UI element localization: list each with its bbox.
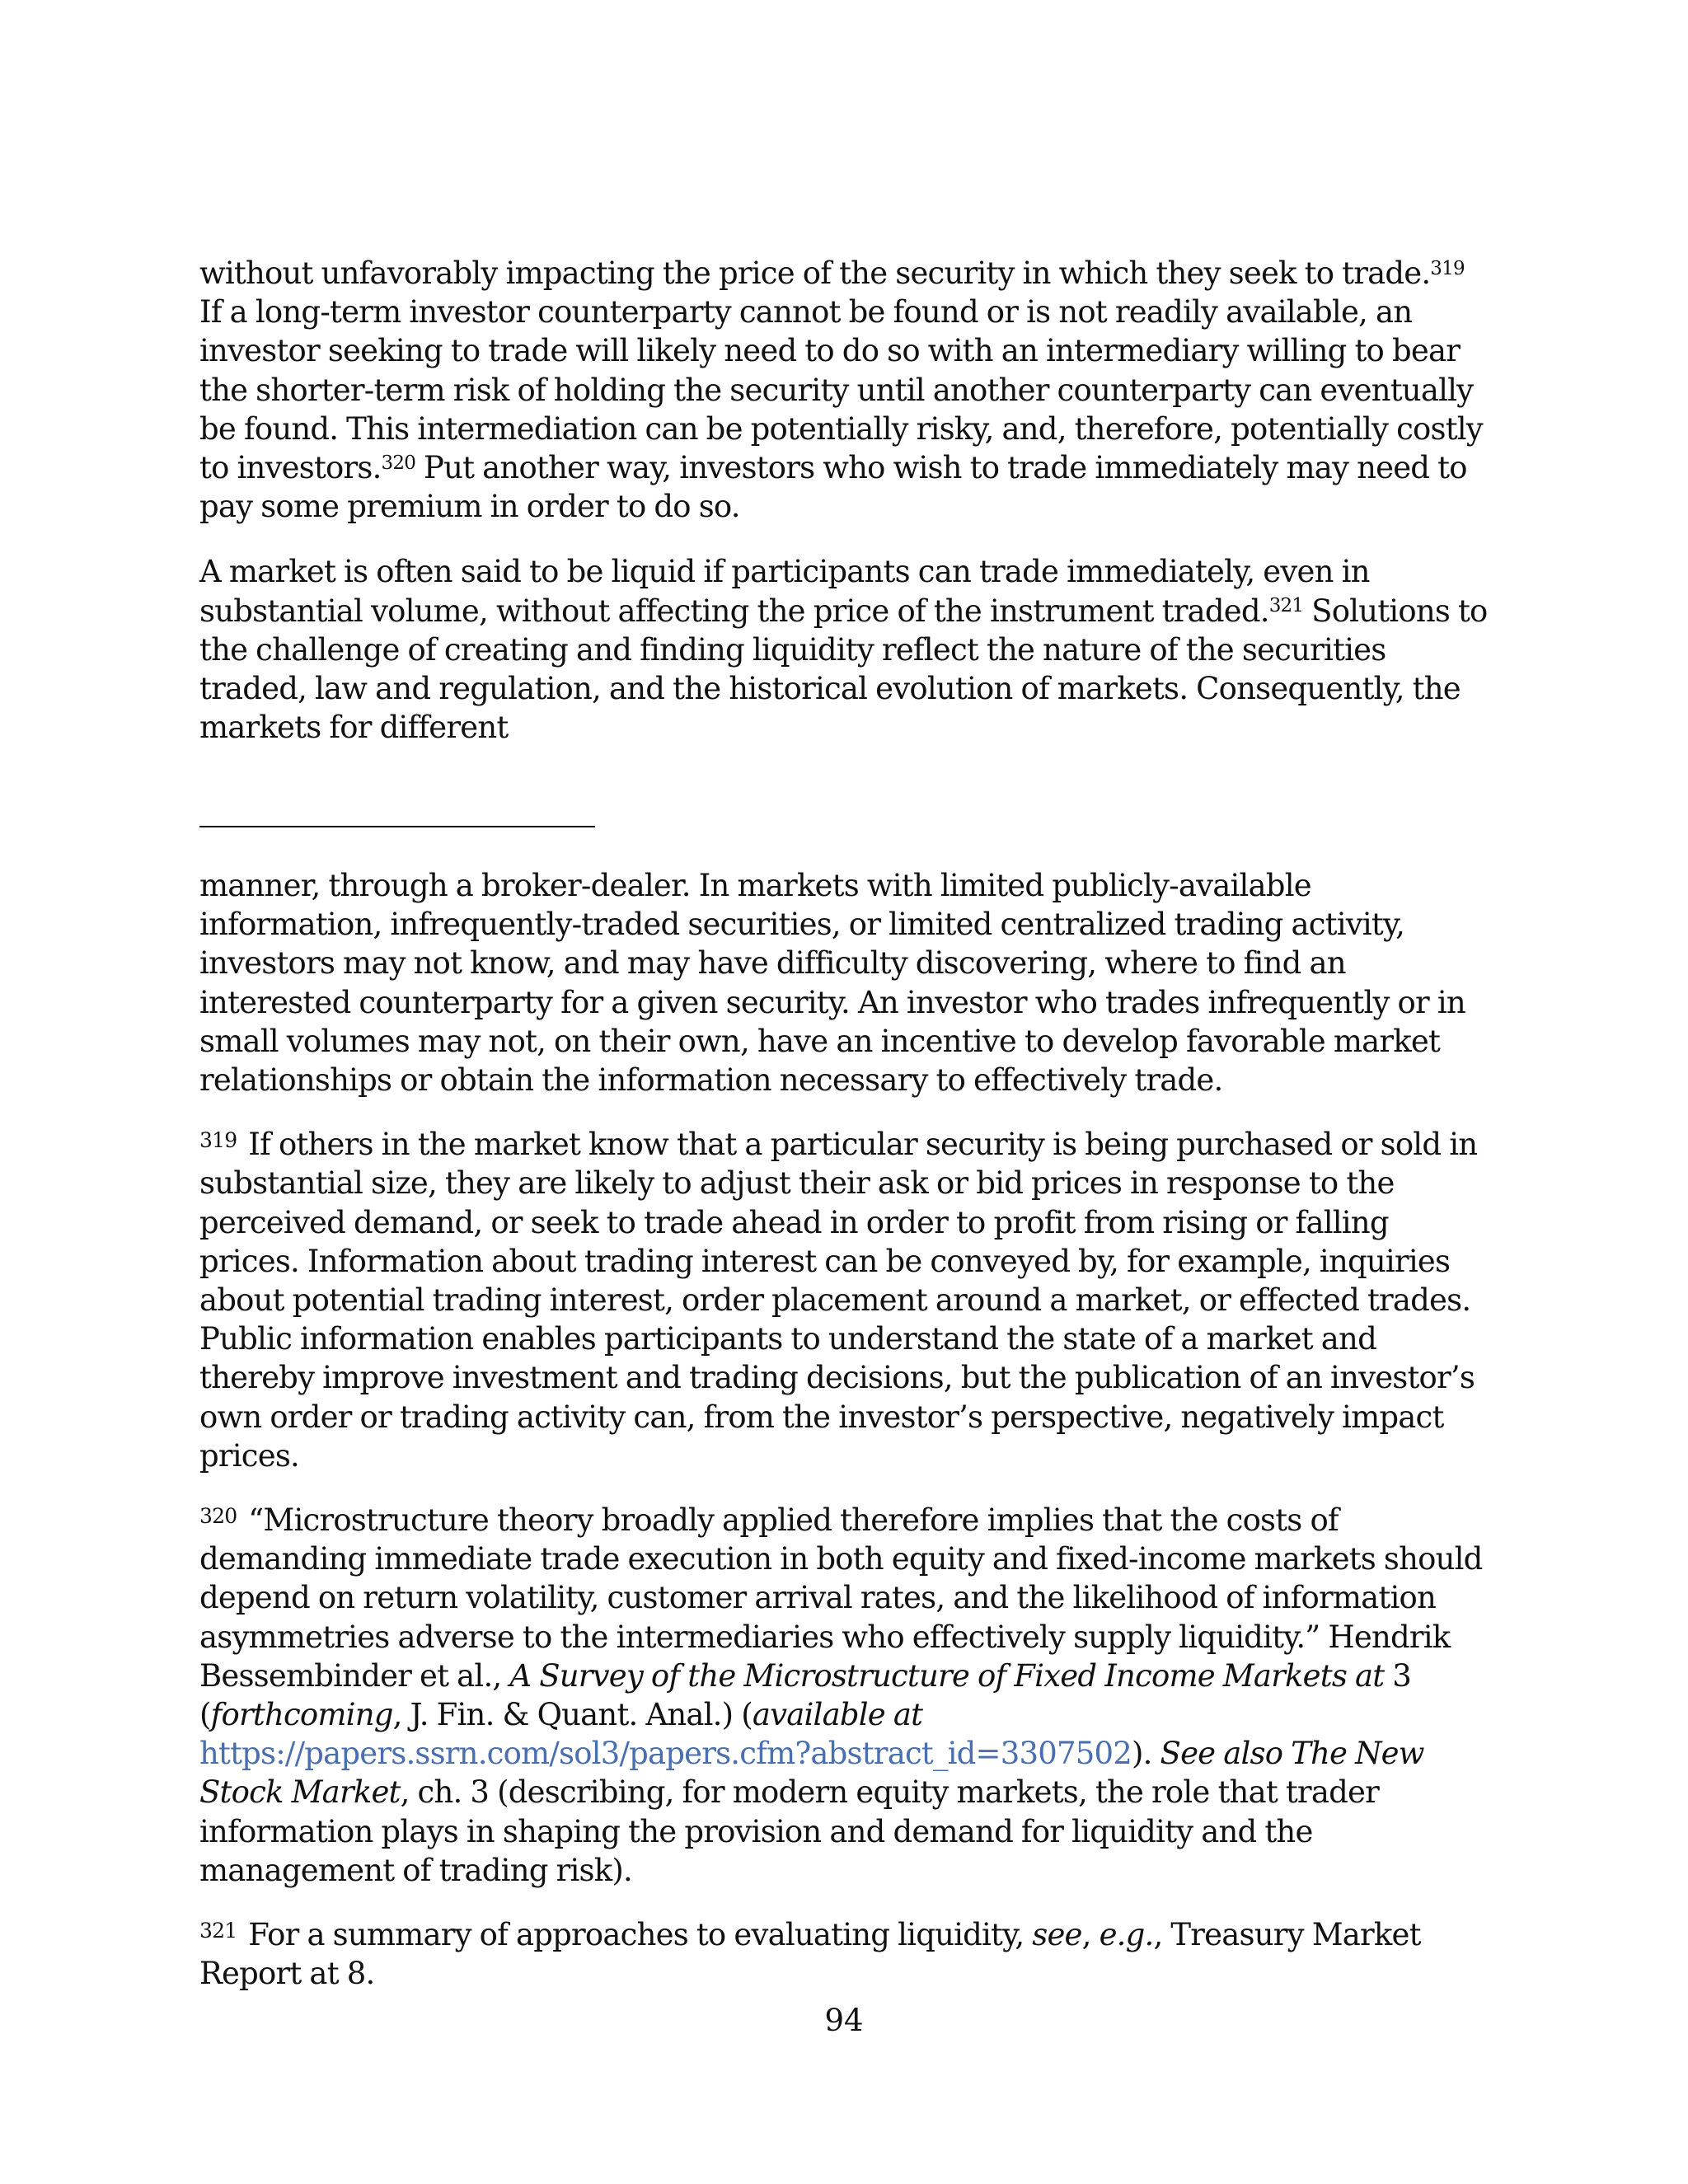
body-text [199,254,1493,771]
footnote-number-321: 321 [199,1918,237,1943]
footnote-321-text-1: For a summary of approaches to evaluating liquidity, [240,1917,1033,1953]
footnote-321-eg: e.g. [1099,1917,1154,1953]
footnote-320-text-5: ). [1131,1736,1160,1772]
body-p2-text-2: Solutions to the challenge of creating and finding liquidity reflect the nature of the securities traded, law and regulation, and the historical evolution of markets. Consequently, the markets for different [199,593,1488,746]
footnote-continuation: manner, through a broker-dealer. In markets with limited publicly-available information, infrequently-traded securities, or limited centralized trading activity, investors may not know, and may have difficulty discovering, where to find an interested counterparty for a given security. An investor who trades infrequently or in small volumes may not, on their own, have an incentive to develop favorable market relationships or obtain the information necessary to effectively trade. [199,868,1465,1099]
body-p2-text-1: A market is often said to be liquid if participants can trade immediately, even in substantial volume, without affecting the price of the instrument traded. [199,554,1370,629]
footnote-320-text-6: , ch. 3 (describing, for modern equity markets, the role that trader information plays in shaping the provision and demand for liquidity and the management of trading risk). [199,1774,1379,1888]
footnote-320-forthcoming: forthcoming [210,1697,393,1733]
footnote-319-text: If others in the market know that a particular security is being purchased or sold in substantial size, they are likely to adjust their ask or bid prices in response to the perceived demand, or seek to trade ahead in order to profit from rising or falling prices. Information about trading interest can be conveyed by, for example, inquiries about potential trading interest, order placement around a market, or effected trades. Public information enables participants to understand the state of a market and thereby improve investment and trading decisions, but the publication of an investor’s own order or trading activity can, from the investor’s perspective, negatively impact prices. [199,1127,1478,1474]
footnote-319 [199,1125,1493,1475]
footnotes-section [199,866,1493,2018]
footnote-ref-321[interactable]: 321 [1268,595,1304,617]
footnote-321-see: see [1032,1917,1082,1953]
footnote-320-text-1: “Microstructure theory broadly applied therefore implies that the costs of demanding immediate trade execution in both equity and fixed-income markets should depend on return volatility, customer arrival rates, and the likelihood of information asymmetries adverse to the intermediaries who effectively supply liquidity.” Hendrik Bessembinder et al., [199,1502,1483,1694]
footnote-320-citation-title: A Survey of the Microstructure of Fixed Income Markets at [509,1657,1385,1694]
footnote-321-text-2: , [1081,1917,1100,1953]
footnote-321 [199,1915,1493,1993]
body-paragraph-1 [199,254,1493,526]
footnote-320 [199,1501,1493,1890]
body-p1-text-2: If a long-term investor counterparty cannot be found or is not readily available, an investor seeking to trade will likely need to do so with an intermediary willing to bear the shorter-term risk of holding the security until another counterparty can eventually be found. This intermediation can be potentially risky, and, therefore, potentially costly to investors. [199,294,1483,486]
footnote-320-text-2: 3 ( [199,1657,1411,1733]
body-p1-text-1: without unfavorably impacting the price of the security in which they seek to trade. [199,255,1431,291]
ssrn-link[interactable]: https://papers.ssrn.com/sol3/papers.cfm?abstract_id=3307502 [199,1736,1132,1772]
footnote-ref-320[interactable]: 320 [381,452,416,474]
footnote-320-available-at: available at [752,1697,923,1733]
footnote-320-text-3: , J. Fin. & Quant. Anal.) ( [392,1697,753,1733]
body-paragraph-2 [199,552,1493,747]
footnote-ref-319[interactable]: 319 [1430,257,1465,279]
footnote-separator [199,826,595,827]
body-p1-text-3: Put another way, investors who wish to trade immediately may need to pay some premium in order to do so. [199,450,1467,525]
footnote-number-319: 319 [199,1127,237,1152]
footnote-321-text-3: , Treasury Market Report at 8. [199,1917,1421,1992]
footnote-number-320: 320 [199,1503,237,1528]
footnote-320-see-also: See also The New Stock Market [199,1736,1424,1811]
page-number: 94 [824,2003,864,2038]
